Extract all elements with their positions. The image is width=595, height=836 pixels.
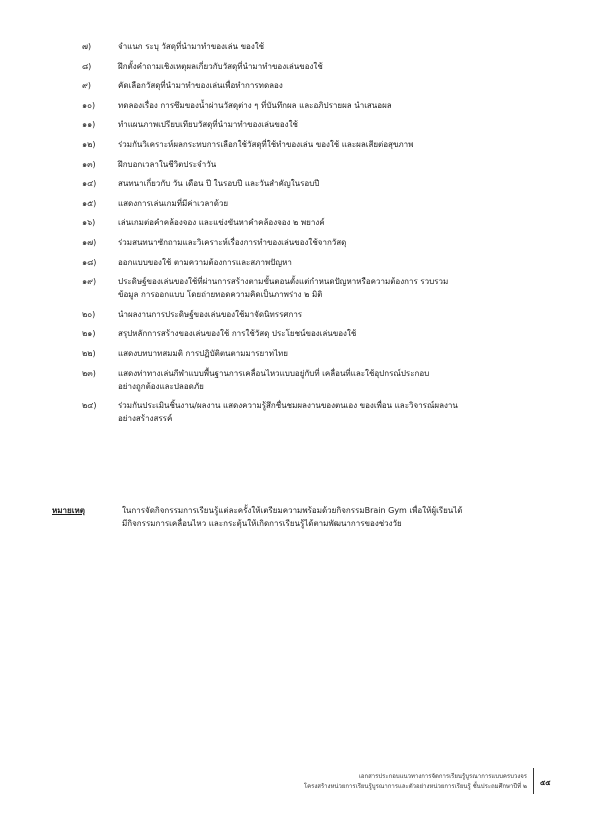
list-item-text: สนทนาเกี่ยวกับ วัน เดือน ปี ในรอบปี และวันสำคัญในรอบปี xyxy=(118,179,320,189)
list-item-number: ๒๑) xyxy=(82,329,96,339)
list-item xyxy=(82,99,552,112)
list-item-text: จำแนก ระบุ วัสดุที่นำมาทำของเล่น ของใช้ xyxy=(118,42,265,51)
list-item-number: ๑๘) xyxy=(82,257,97,267)
list-item-text: สรุปหลักการสร้างของเล่นของใช้ การใช้วัสดุ ประโยชน์ของเล่นของใช้ xyxy=(118,329,357,339)
list-item-text: ประดิษฐ์ของเล่นของใช้ที่ผ่านการสร้างตามขั้นตอนตั้งแต่กำหนดปัญหาหรือความต้องการ รวบรวม ข้อมูล การออกแบบ โดยถ่ายทอดความคิดเป็นภาพร่าง ๒ มิติ xyxy=(118,277,449,300)
list-item xyxy=(82,275,552,301)
list-item-number: ๒๔) xyxy=(82,401,97,411)
list-item-number: ๑๗) xyxy=(82,237,97,247)
list-item xyxy=(82,327,552,340)
list-item-text: ร่วมกันประเมินชิ้นงาน/ผลงาน แสดงความรู้สึกชื่นชมผลงานของตนเอง ของเพื่อน และวิจารณ์ผลงาน อย่างสร้างสรรค์ xyxy=(118,401,458,424)
list-item xyxy=(82,236,552,249)
list-item-text: ฝึกบอกเวลาในชีวิตประจำวัน xyxy=(118,159,217,169)
list-item-number: ๗) xyxy=(82,42,92,51)
list-item-text: แสดงการเล่นเกมที่มีค่าเวลาด้วย xyxy=(118,198,229,208)
list-item-text: เล่นเกมต่อคำคล้องจอง และแข่งขันหาคำคล้องจอง ๒ พยางค์ xyxy=(118,218,325,228)
list-item-text: ฝึกตั้งคำถามเชิงเหตุผลเกี่ยวกับวัสดุที่นำมาทำของเล่นของใช้ xyxy=(118,61,323,71)
list-item-number: ๒๐) xyxy=(82,309,96,319)
list-item-text: ร่วมกันวิเคราะห์ผลกระทบการเลือกใช้วัสดุที่ใช้ทำของเล่น ของใช้ และผลเสียต่อสุขภาพ xyxy=(118,139,414,149)
list-item-number: ๑๑) xyxy=(82,120,96,130)
note-text: ในการจัดกิจกรรมการเรียนรู้แต่ละครั้งให้เตรียมความพร้อมด้วยกิจกรรมBrain Gym เพื่อให้ผู้เรียนได้ มีกิจกรรมการเคลื่อนไหว และกระตุ้นให้เกิดการเรียนรู้ได้ตามพัฒนาการของช่วงวัย xyxy=(122,506,463,528)
list-item-number: ๑๙) xyxy=(82,277,97,287)
list-item-text: แสดงท่าทางเล่นกีฬาแบบพื้นฐานการเคลื่อนไหวแบบอยู่กับที่ เคลื่อนที่และใช้อุปกรณ์ประกอบ อย่างถูกต้องและปลอดภัย xyxy=(118,368,430,391)
list-item-number: ๑๖) xyxy=(82,218,96,228)
list-item-text: ทดลองเรื่อง การซึมของน้ำผ่านวัสดุต่าง ๆ ที่บันทึกผล และอภิปรายผล นำเสนอผล xyxy=(118,100,392,110)
list-item-number: ๒๓) xyxy=(82,368,96,378)
list-item-number: ๑๕) xyxy=(82,198,97,208)
activity-list xyxy=(82,40,552,432)
list-item-text: ร่วมสนทนาซักถามและวิเคราะห์เรื่องการทำของเล่นของใช้จากวัสดุ xyxy=(118,237,347,247)
list-item-number: ๑๐) xyxy=(82,100,96,110)
note-label: หมายเหตุ xyxy=(52,506,85,515)
list-item xyxy=(82,118,552,131)
list-item xyxy=(82,347,552,360)
list-item xyxy=(82,216,552,229)
list-item xyxy=(82,256,552,269)
list-item-number: ๑๓) xyxy=(82,159,96,169)
list-item-number: ๒๒) xyxy=(82,348,96,358)
list-item-text: คัดเลือกวัสดุที่นำมาทำของเล่นเพื่อทำการทดลอง xyxy=(118,81,283,91)
list-item-text: ทำแผนภาพเปรียบเทียบวัสดุที่นำมาทำของเล่นของใช้ xyxy=(118,120,298,130)
list-item-number: ๘) xyxy=(82,61,92,71)
list-item-text: ออกแบบของใช้ ตามความต้องการและสภาพปัญหา xyxy=(118,257,292,267)
list-item xyxy=(82,399,552,425)
list-item xyxy=(82,79,552,92)
list-item-number: ๑๒) xyxy=(82,139,96,149)
list-item-number: ๑๔) xyxy=(82,179,97,189)
footer-text: เอกสารประกอบแนวทางการจัดการเรียนรู้บูรณาการแบบครบวงจร โครงสร้างหน่วยการเรียนรู้บูรณาการและตัวอย่างหน่วยการเรียนรู้ ชั้นประถมศึกษาปีที่ ๒ xyxy=(303,773,527,790)
list-item xyxy=(82,60,552,73)
list-item xyxy=(82,158,552,171)
footer-divider xyxy=(533,768,534,794)
list-item-text: แสดงบทบาทสมมติ การปฏิบัติตนตามมารยาทไทย xyxy=(118,348,288,358)
list-item xyxy=(82,177,552,190)
list-item xyxy=(82,308,552,321)
list-item-number: ๙) xyxy=(82,81,91,91)
page-number: ๕๕ xyxy=(540,779,551,787)
list-item-text: นำผลงานการประดิษฐ์ของเล่นของใช้มาจัดนิทรรศการ xyxy=(118,309,303,319)
list-item xyxy=(82,367,552,393)
list-item xyxy=(82,40,552,53)
note-section xyxy=(52,504,552,530)
list-item xyxy=(82,138,552,151)
list-item xyxy=(82,197,552,210)
